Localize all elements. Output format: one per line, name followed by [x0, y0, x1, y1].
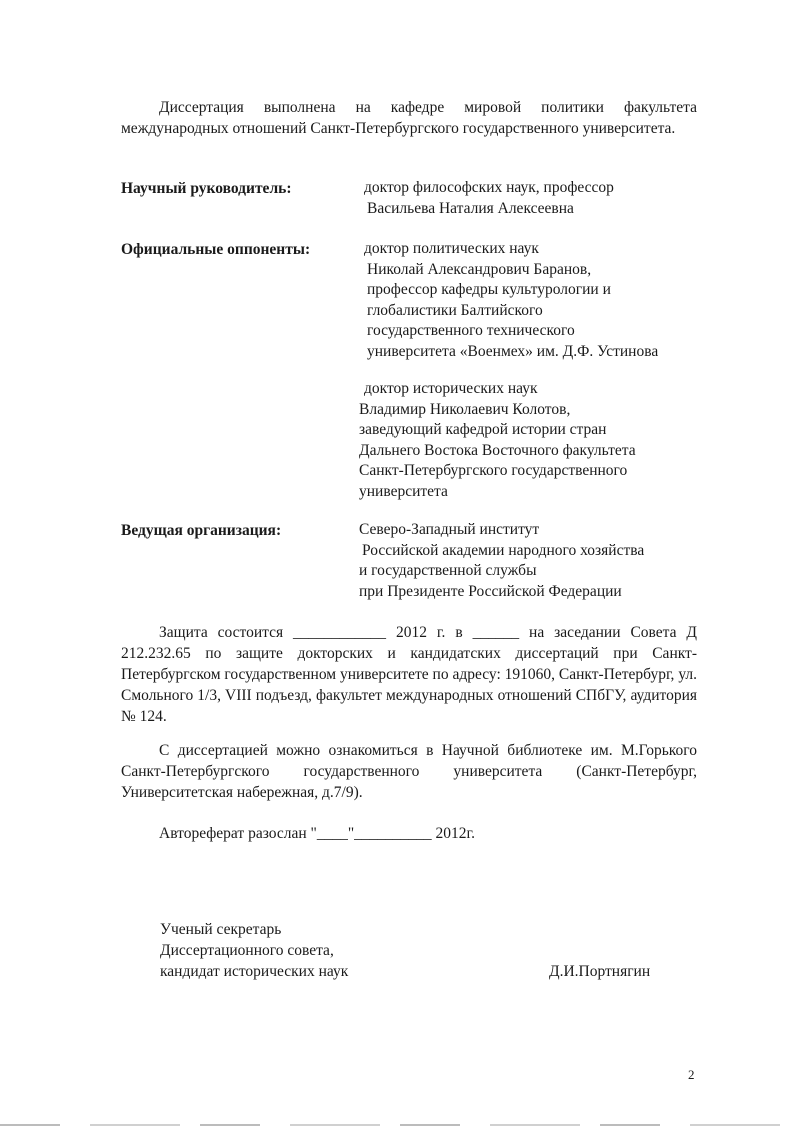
lead-org-label: Ведущая организация: [121, 522, 282, 539]
lead-org-line: Северо-Западный институт [359, 521, 540, 538]
opponent-second [359, 379, 636, 502]
opponent-first-line: университета «Военмех» им. Д.Ф. Устинова [367, 342, 659, 360]
mailed-paragraph [121, 823, 697, 844]
supervisor-details [364, 178, 614, 219]
opponents-label: Официальные оппоненты: [121, 241, 311, 258]
opponent-first-line: государственного технического [367, 322, 575, 339]
opponent-second-line: университета [359, 482, 448, 500]
secretary-degree: кандидат исторических наук [160, 963, 349, 980]
lead-org-line: при Президенте Российской Федерации [359, 582, 622, 600]
defense-paragraph [121, 622, 697, 727]
supervisor-degree: доктор философских наук, профессор [364, 179, 614, 196]
opponent-first-line: Николай Александрович Баранов, [367, 260, 592, 278]
library-text: С диссертацией можно ознакомиться в Научной библиотеке им. М.Горького Санкт-Петербургского государственного университета (Санкт-Петербург, Университетская набережная, д.7/9). [121, 742, 697, 801]
opponent-second-line: Владимир Николаевич Колотов, [359, 400, 571, 418]
intro-text: Диссертация выполнена на кафедре мировой политики факультета международных отношений Санкт-Петербургского государственного университета. [121, 99, 697, 137]
mailed-text: Автореферат разослан "____"__________ 2012г. [159, 825, 476, 842]
opponent-second-line: доктор исторических наук [364, 380, 538, 397]
opponent-second-line: Санкт-Петербургского государственного [359, 462, 628, 479]
lead-org-line: Российской академии народного хозяйства [362, 541, 645, 559]
opponent-first [364, 239, 658, 362]
library-paragraph [121, 740, 697, 803]
opponent-second-line: заведующий кафедрой истории стран [359, 421, 607, 438]
secretary-name: Д.И.Портнягин [549, 963, 651, 980]
secretary-block [160, 919, 348, 982]
lead-org-line: и государственной службы [359, 562, 537, 579]
opponent-first-line: доктор политических наук [364, 240, 539, 257]
page-number: 2 [688, 1067, 695, 1082]
secretary-council: Диссертационного совета, [160, 942, 334, 959]
lead-org-details [359, 520, 644, 602]
opponent-first-line: профессор кафедры культурологии и [367, 281, 611, 298]
supervisor-label: Научный руководитель: [121, 180, 292, 197]
defense-text: Защита состоится ____________ 2012 г. в ______ на заседании Совета Д 212.232.65 по защите докторских и кандидатских диссертаций при Санкт-Петербургском государственном университете по адресу: 191060, Санкт-Петербург, ул. Смольного 1/3, VIII подъезд, факультет международных отношений СПбГУ, аудитория № 124. [121, 624, 697, 725]
opponent-first-line: глобалистики Балтийского [367, 301, 543, 319]
supervisor-name: Васильева Наталия Алексеевна [367, 199, 574, 217]
scan-edge-divider [0, 1124, 800, 1126]
opponent-second-line: Дальнего Востока Восточного факультета [359, 441, 636, 459]
secretary-title: Ученый секретарь [160, 921, 282, 938]
intro-paragraph [121, 97, 697, 139]
